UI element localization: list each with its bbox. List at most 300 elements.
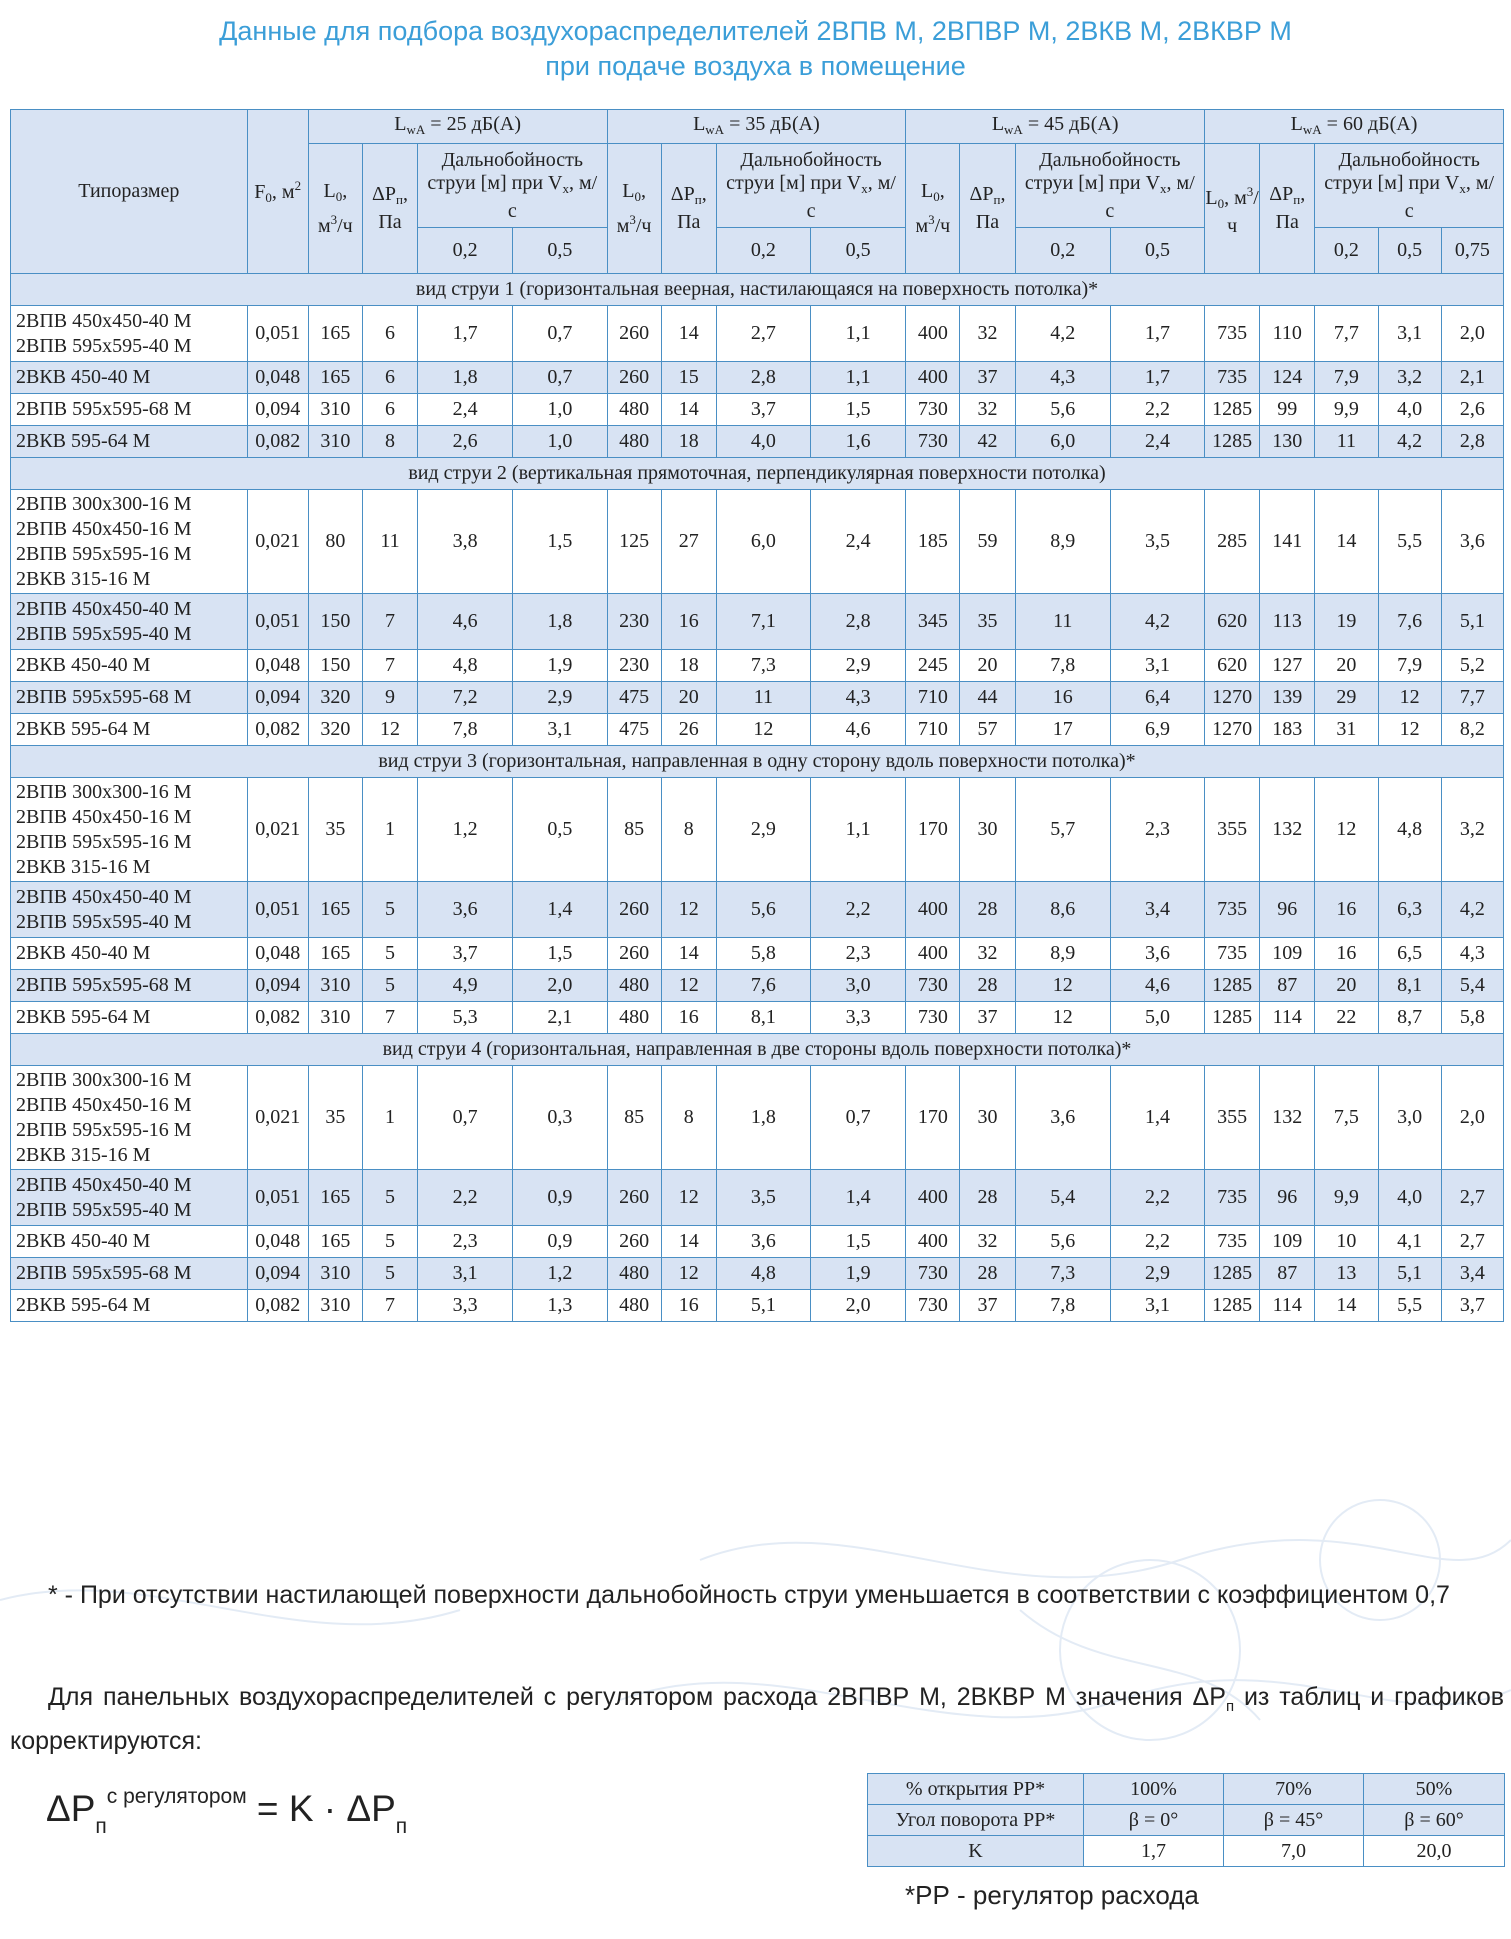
typesize-name: 2ВКВ 595-64 М — [16, 430, 151, 452]
value-cell: 150 — [308, 650, 362, 682]
typesize-header: Типоразмер — [11, 110, 248, 274]
value-cell: 2,9 — [1110, 1258, 1204, 1290]
value-cell: 0,021 — [247, 778, 308, 882]
table-row — [11, 882, 1504, 938]
typesize-name: 2ВПВ 595х595-40 М — [16, 622, 192, 645]
value-cell: 0,048 — [247, 650, 308, 682]
value-cell: 230 — [607, 650, 661, 682]
typesize-name: 2ВКВ 315-16 М — [16, 567, 151, 590]
regulator-row — [868, 1774, 1505, 1805]
value-cell: 345 — [906, 594, 960, 650]
value-cell: 3,6 — [716, 1226, 810, 1258]
value-cell: 124 — [1260, 362, 1315, 394]
table-row — [11, 490, 1504, 594]
value-cell: 0,051 — [247, 594, 308, 650]
value-cell: 139 — [1260, 682, 1315, 714]
value-cell: 185 — [906, 490, 960, 594]
value-cell: 1270 — [1205, 682, 1260, 714]
typesize-name: 2ВПВ 595х595-68 М — [16, 686, 192, 708]
value-cell: 2,4 — [1110, 426, 1204, 458]
value-cell: 3,5 — [1110, 490, 1204, 594]
flow-header: $L_0$, $м^3/ч$ — [308, 144, 362, 274]
value-cell: 2,8 — [716, 362, 810, 394]
value-cell: 27 — [661, 490, 716, 594]
value-cell: 141 — [1260, 490, 1315, 594]
value-cell: 44 — [960, 682, 1015, 714]
value-cell: 7 — [362, 1002, 417, 1034]
value-cell: 7 — [362, 594, 417, 650]
table-row — [11, 650, 1504, 682]
value-cell: 2,9 — [513, 682, 607, 714]
value-cell: 5,7 — [1015, 778, 1110, 882]
value-cell: 1285 — [1205, 1258, 1260, 1290]
value-cell: 3,0 — [1378, 1066, 1441, 1170]
typesize-name: 2ВКВ 450-40 М — [16, 942, 151, 964]
value-cell: 245 — [906, 650, 960, 682]
value-cell: 1 — [362, 1066, 417, 1170]
value-cell: 14 — [1315, 490, 1378, 594]
value-cell: 5,1 — [1441, 594, 1503, 650]
area-header: $F_0$, $м^2$ — [247, 110, 308, 274]
value-cell: 310 — [308, 1002, 362, 1034]
speed-header: 0,5 — [811, 228, 906, 274]
value-cell: 12 — [661, 1170, 716, 1226]
value-cell: 16 — [661, 1002, 716, 1034]
value-cell: 480 — [607, 1002, 661, 1034]
value-cell: 8 — [661, 778, 716, 882]
value-cell: 165 — [308, 362, 362, 394]
value-cell: 400 — [906, 1226, 960, 1258]
value-cell: 16 — [1015, 682, 1110, 714]
value-cell: 710 — [906, 682, 960, 714]
value-cell: 5,5 — [1378, 1290, 1441, 1322]
value-cell: 2,8 — [811, 594, 906, 650]
value-cell: 165 — [308, 1226, 362, 1258]
value-cell: 11 — [1315, 426, 1378, 458]
value-cell: 3,7 — [418, 938, 513, 970]
value-cell: 2,0 — [513, 970, 607, 1002]
value-cell: 30 — [960, 1066, 1015, 1170]
value-cell: 5,6 — [1015, 394, 1110, 426]
value-cell: 19 — [1315, 594, 1378, 650]
value-cell: 3,2 — [1441, 778, 1503, 882]
value-cell: 6,0 — [716, 490, 810, 594]
value-cell: 32 — [960, 938, 1015, 970]
value-cell: 5,1 — [716, 1290, 810, 1322]
selection-table — [10, 109, 1504, 1322]
value-cell: 12 — [661, 1258, 716, 1290]
value-cell: 15 — [661, 362, 716, 394]
typesize-cell — [11, 970, 248, 1002]
typesize-name: 2ВПВ 300х300-16 М — [16, 492, 192, 515]
value-cell: 1,4 — [1110, 1066, 1204, 1170]
table-row — [11, 970, 1504, 1002]
regulator-value: β = 45° — [1224, 1805, 1364, 1836]
table-row — [11, 594, 1504, 650]
typesize-cell — [11, 682, 248, 714]
typesize-name: 2ВПВ 595х595-16 М — [16, 1118, 192, 1141]
value-cell: 8,6 — [1015, 882, 1110, 938]
value-cell: 4,0 — [1378, 394, 1441, 426]
value-cell: 260 — [607, 362, 661, 394]
value-cell: 310 — [308, 970, 362, 1002]
value-cell: 9 — [362, 682, 417, 714]
value-cell: 310 — [308, 426, 362, 458]
value-cell: 11 — [1015, 594, 1110, 650]
value-cell: 260 — [607, 882, 661, 938]
value-cell: 4,6 — [811, 714, 906, 746]
value-cell: 320 — [308, 682, 362, 714]
value-cell: 1,4 — [811, 1170, 906, 1226]
value-cell: 480 — [607, 394, 661, 426]
value-cell: 16 — [661, 1290, 716, 1322]
typesize-cell — [11, 1290, 248, 1322]
value-cell: 0,082 — [247, 426, 308, 458]
value-cell: 87 — [1260, 970, 1315, 1002]
value-cell: 8,7 — [1378, 1002, 1441, 1034]
value-cell: 480 — [607, 970, 661, 1002]
noise-group-header: $L_{wA} = 35$ дБ(А) — [607, 110, 906, 144]
value-cell: 7,8 — [1015, 1290, 1110, 1322]
value-cell: 12 — [1315, 778, 1378, 882]
value-cell: 4,1 — [1378, 1226, 1441, 1258]
value-cell: 165 — [308, 938, 362, 970]
value-cell: 1,5 — [811, 1226, 906, 1258]
value-cell: 480 — [607, 1290, 661, 1322]
value-cell: 37 — [960, 362, 1015, 394]
value-cell: 400 — [906, 938, 960, 970]
value-cell: 110 — [1260, 306, 1315, 362]
table-row — [11, 306, 1504, 362]
pressure-header: $\Delta P_п$, Па — [960, 144, 1015, 274]
value-cell: 7,6 — [716, 970, 810, 1002]
flow-header: $L_0$, $м^3/ч$ — [906, 144, 960, 274]
value-cell: 0,048 — [247, 1226, 308, 1258]
value-cell: 620 — [1205, 594, 1260, 650]
regulator-value: 7,0 — [1224, 1836, 1364, 1867]
value-cell: 7,9 — [1315, 362, 1378, 394]
regulator-value: β = 0° — [1084, 1805, 1224, 1836]
table-row — [11, 1290, 1504, 1322]
pressure-header: $\Delta P_п$, Па — [1260, 144, 1315, 274]
typesize-name: 2ВПВ 450х450-16 М — [16, 517, 192, 540]
value-cell: 3,0 — [811, 970, 906, 1002]
value-cell: 710 — [906, 714, 960, 746]
value-cell: 170 — [906, 1066, 960, 1170]
regulator-row — [868, 1805, 1505, 1836]
noise-group-header: $L_{wA} = 45$ дБ(А) — [906, 110, 1205, 144]
value-cell: 0,094 — [247, 682, 308, 714]
value-cell: 96 — [1260, 882, 1315, 938]
value-cell: 30 — [960, 778, 1015, 882]
value-cell: 730 — [906, 426, 960, 458]
value-cell: 730 — [906, 394, 960, 426]
value-cell: 0,9 — [513, 1226, 607, 1258]
value-cell: 42 — [960, 426, 1015, 458]
value-cell: 2,6 — [418, 426, 513, 458]
typesize-name: 2ВПВ 595х595-68 М — [16, 1262, 192, 1284]
value-cell: 0,048 — [247, 938, 308, 970]
value-cell: 150 — [308, 594, 362, 650]
footnote: * - При отсутствии настилающей поверхности дальнобойность струи уменьшается в соответствии с коэффициентом 0,7 — [48, 1581, 1450, 1609]
regulator-value: 50% — [1364, 1774, 1505, 1805]
value-cell: 3,5 — [716, 1170, 810, 1226]
value-cell: 1,8 — [418, 362, 513, 394]
typesize-cell — [11, 1170, 248, 1226]
value-cell: 5,8 — [716, 938, 810, 970]
range-header: Дальнобойность струи [м] при $V_x$, м/с — [418, 144, 607, 228]
pressure-header: $\Delta P_п$, Па — [661, 144, 716, 274]
section-row — [11, 1034, 1504, 1066]
table-row — [11, 1258, 1504, 1290]
value-cell: 99 — [1260, 394, 1315, 426]
typesize-name: 2ВПВ 300х300-16 М — [16, 780, 192, 803]
value-cell: 285 — [1205, 490, 1260, 594]
value-cell: 28 — [960, 1170, 1015, 1226]
typesize-name: 2ВКВ 595-64 М — [16, 718, 151, 740]
value-cell: 735 — [1205, 306, 1260, 362]
value-cell: 28 — [960, 970, 1015, 1002]
section-title: вид струи 3 (горизонтальная, направленная в одну сторону вдоль поверхности потолка)* — [11, 746, 1504, 778]
value-cell: 1,1 — [811, 778, 906, 882]
value-cell: 320 — [308, 714, 362, 746]
typesize-name: 2ВПВ 595х595-68 М — [16, 398, 192, 420]
typesize-name: 2ВПВ 595х595-40 М — [16, 910, 192, 933]
value-cell: 130 — [1260, 426, 1315, 458]
typesize-cell — [11, 490, 248, 594]
section-row — [11, 274, 1504, 306]
value-cell: 5 — [362, 1226, 417, 1258]
speed-header: 0,5 — [1378, 228, 1441, 274]
value-cell: 2,9 — [716, 778, 810, 882]
flow-header: $L_0$, $м^3/ч$ — [1205, 144, 1260, 274]
value-cell: 6,0 — [1015, 426, 1110, 458]
value-cell: 114 — [1260, 1002, 1315, 1034]
value-cell: 1,0 — [513, 394, 607, 426]
value-cell: 475 — [607, 714, 661, 746]
value-cell: 4,3 — [1441, 938, 1503, 970]
value-cell: 7,8 — [1015, 650, 1110, 682]
typesize-name: 2ВПВ 450х450-16 М — [16, 1093, 192, 1116]
value-cell: 9,9 — [1315, 1170, 1378, 1226]
value-cell: 3,6 — [1441, 490, 1503, 594]
value-cell: 6 — [362, 394, 417, 426]
value-cell: 3,1 — [1110, 1290, 1204, 1322]
value-cell: 5,1 — [1378, 1258, 1441, 1290]
value-cell: 2,0 — [1441, 306, 1503, 362]
value-cell: 1,2 — [418, 778, 513, 882]
value-cell: 5 — [362, 970, 417, 1002]
value-cell: 1,2 — [513, 1258, 607, 1290]
typesize-cell — [11, 394, 248, 426]
value-cell: 230 — [607, 594, 661, 650]
value-cell: 0,7 — [811, 1066, 906, 1170]
value-cell: 113 — [1260, 594, 1315, 650]
value-cell: 5,8 — [1441, 1002, 1503, 1034]
value-cell: 3,4 — [1441, 1258, 1503, 1290]
value-cell: 5,4 — [1441, 970, 1503, 1002]
value-cell: 400 — [906, 882, 960, 938]
regulator-label: K — [868, 1836, 1084, 1867]
value-cell: 59 — [960, 490, 1015, 594]
value-cell: 1,8 — [513, 594, 607, 650]
typesize-name: 2ВПВ 450х450-40 М — [16, 885, 192, 908]
value-cell: 14 — [661, 306, 716, 362]
typesize-name: 2ВПВ 300х300-16 М — [16, 1068, 192, 1091]
value-cell: 8,1 — [1378, 970, 1441, 1002]
value-cell: 1,9 — [513, 650, 607, 682]
value-cell: 16 — [661, 594, 716, 650]
value-cell: 31 — [1315, 714, 1378, 746]
value-cell: 2,3 — [1110, 778, 1204, 882]
value-cell: 3,2 — [1378, 362, 1441, 394]
typesize-cell — [11, 1066, 248, 1170]
value-cell: 80 — [308, 490, 362, 594]
typesize-cell — [11, 1226, 248, 1258]
typesize-cell — [11, 714, 248, 746]
value-cell: 4,2 — [1441, 882, 1503, 938]
value-cell: 32 — [960, 306, 1015, 362]
value-cell: 5,2 — [1441, 650, 1503, 682]
speed-header: 0,5 — [513, 228, 607, 274]
value-cell: 7,2 — [418, 682, 513, 714]
value-cell: 5,5 — [1378, 490, 1441, 594]
value-cell: 4,3 — [811, 682, 906, 714]
value-cell: 12 — [362, 714, 417, 746]
value-cell: 6,5 — [1378, 938, 1441, 970]
value-cell: 165 — [308, 882, 362, 938]
value-cell: 2,1 — [513, 1002, 607, 1034]
value-cell: 2,2 — [1110, 1170, 1204, 1226]
speed-header: 0,5 — [1110, 228, 1204, 274]
value-cell: 1,1 — [811, 362, 906, 394]
typesize-cell — [11, 426, 248, 458]
typesize-name: 2ВПВ 450х450-40 М — [16, 1173, 192, 1196]
value-cell: 2,4 — [418, 394, 513, 426]
section-row — [11, 746, 1504, 778]
value-cell: 5 — [362, 1170, 417, 1226]
value-cell: 1,3 — [513, 1290, 607, 1322]
regulator-value: 70% — [1224, 1774, 1364, 1805]
value-cell: 3,3 — [811, 1002, 906, 1034]
value-cell: 12 — [1378, 714, 1441, 746]
value-cell: 2,1 — [1441, 362, 1503, 394]
value-cell: 735 — [1205, 362, 1260, 394]
value-cell: 2,9 — [811, 650, 906, 682]
value-cell: 9,9 — [1315, 394, 1378, 426]
value-cell: 3,1 — [513, 714, 607, 746]
range-header: Дальнобойность струи [м] при $V_x$, м/с — [1315, 144, 1504, 228]
value-cell: 730 — [906, 1258, 960, 1290]
typesize-cell — [11, 306, 248, 362]
value-cell: 3,4 — [1110, 882, 1204, 938]
value-cell: 0,3 — [513, 1066, 607, 1170]
value-cell: 1,1 — [811, 306, 906, 362]
value-cell: 0,082 — [247, 1290, 308, 1322]
value-cell: 4,9 — [418, 970, 513, 1002]
speed-header: 0,2 — [716, 228, 810, 274]
value-cell: 1,5 — [513, 938, 607, 970]
value-cell: 1,6 — [811, 426, 906, 458]
value-cell: 7,7 — [1441, 682, 1503, 714]
value-cell: 6 — [362, 362, 417, 394]
typesize-cell — [11, 778, 248, 882]
value-cell: 0,7 — [418, 1066, 513, 1170]
value-cell: 2,2 — [1110, 1226, 1204, 1258]
value-cell: 4,8 — [1378, 778, 1441, 882]
value-cell: 37 — [960, 1002, 1015, 1034]
value-cell: 3,8 — [418, 490, 513, 594]
value-cell: 400 — [906, 306, 960, 362]
regulator-label: % открытия РР* — [868, 1774, 1084, 1805]
value-cell: 12 — [1015, 1002, 1110, 1034]
value-cell: 132 — [1260, 1066, 1315, 1170]
value-cell: 7,1 — [716, 594, 810, 650]
value-cell: 2,0 — [811, 1290, 906, 1322]
value-cell: 6 — [362, 306, 417, 362]
table-row — [11, 362, 1504, 394]
value-cell: 35 — [960, 594, 1015, 650]
speed-header: 0,2 — [1015, 228, 1110, 274]
value-cell: 18 — [661, 650, 716, 682]
value-cell: 0,021 — [247, 490, 308, 594]
regulator-value: β = 60° — [1364, 1805, 1505, 1836]
typesize-name: 2ВПВ 595х595-16 М — [16, 830, 192, 853]
typesize-name: 2ВКВ 450-40 М — [16, 1230, 151, 1252]
value-cell: 8,2 — [1441, 714, 1503, 746]
value-cell: 127 — [1260, 650, 1315, 682]
typesize-cell — [11, 650, 248, 682]
typesize-name: 2ВПВ 595х595-16 М — [16, 542, 192, 565]
value-cell: 4,8 — [418, 650, 513, 682]
value-cell: 12 — [716, 714, 810, 746]
regulator-table — [867, 1773, 1505, 1867]
value-cell: 1,7 — [1110, 362, 1204, 394]
value-cell: 2,0 — [1441, 1066, 1503, 1170]
typesize-name: 2ВПВ 450х450-16 М — [16, 805, 192, 828]
typesize-cell — [11, 938, 248, 970]
value-cell: 8,1 — [716, 1002, 810, 1034]
table-row — [11, 1170, 1504, 1226]
value-cell: 35 — [308, 778, 362, 882]
value-cell: 2,4 — [811, 490, 906, 594]
value-cell: 6,4 — [1110, 682, 1204, 714]
value-cell: 1285 — [1205, 394, 1260, 426]
typesize-cell — [11, 882, 248, 938]
value-cell: 0,9 — [513, 1170, 607, 1226]
value-cell: 0,021 — [247, 1066, 308, 1170]
value-cell: 11 — [716, 682, 810, 714]
typesize-name: 2ВКВ 315-16 М — [16, 855, 151, 878]
value-cell: 32 — [960, 394, 1015, 426]
value-cell: 735 — [1205, 1226, 1260, 1258]
section-row — [11, 458, 1504, 490]
table-row — [11, 1002, 1504, 1034]
value-cell: 4,0 — [716, 426, 810, 458]
panel-note: Для панельных воздухораспределителей с регулятором расхода 2ВПВР М, 2ВКВР М значения $\Delta P_п$ из таблиц и графиков корректируются: — [10, 1683, 1504, 1755]
value-cell: 7,5 — [1315, 1066, 1378, 1170]
value-cell: 620 — [1205, 650, 1260, 682]
value-cell: 14 — [661, 938, 716, 970]
value-cell: 7 — [362, 1290, 417, 1322]
value-cell: 29 — [1315, 682, 1378, 714]
value-cell: 730 — [906, 1290, 960, 1322]
range-header: Дальнобойность струи [м] при $V_x$, м/с — [716, 144, 905, 228]
typesize-name: 2ВПВ 450х450-40 М — [16, 597, 192, 620]
value-cell: 3,1 — [1378, 306, 1441, 362]
value-cell: 1 — [362, 778, 417, 882]
table-body — [11, 274, 1504, 1322]
